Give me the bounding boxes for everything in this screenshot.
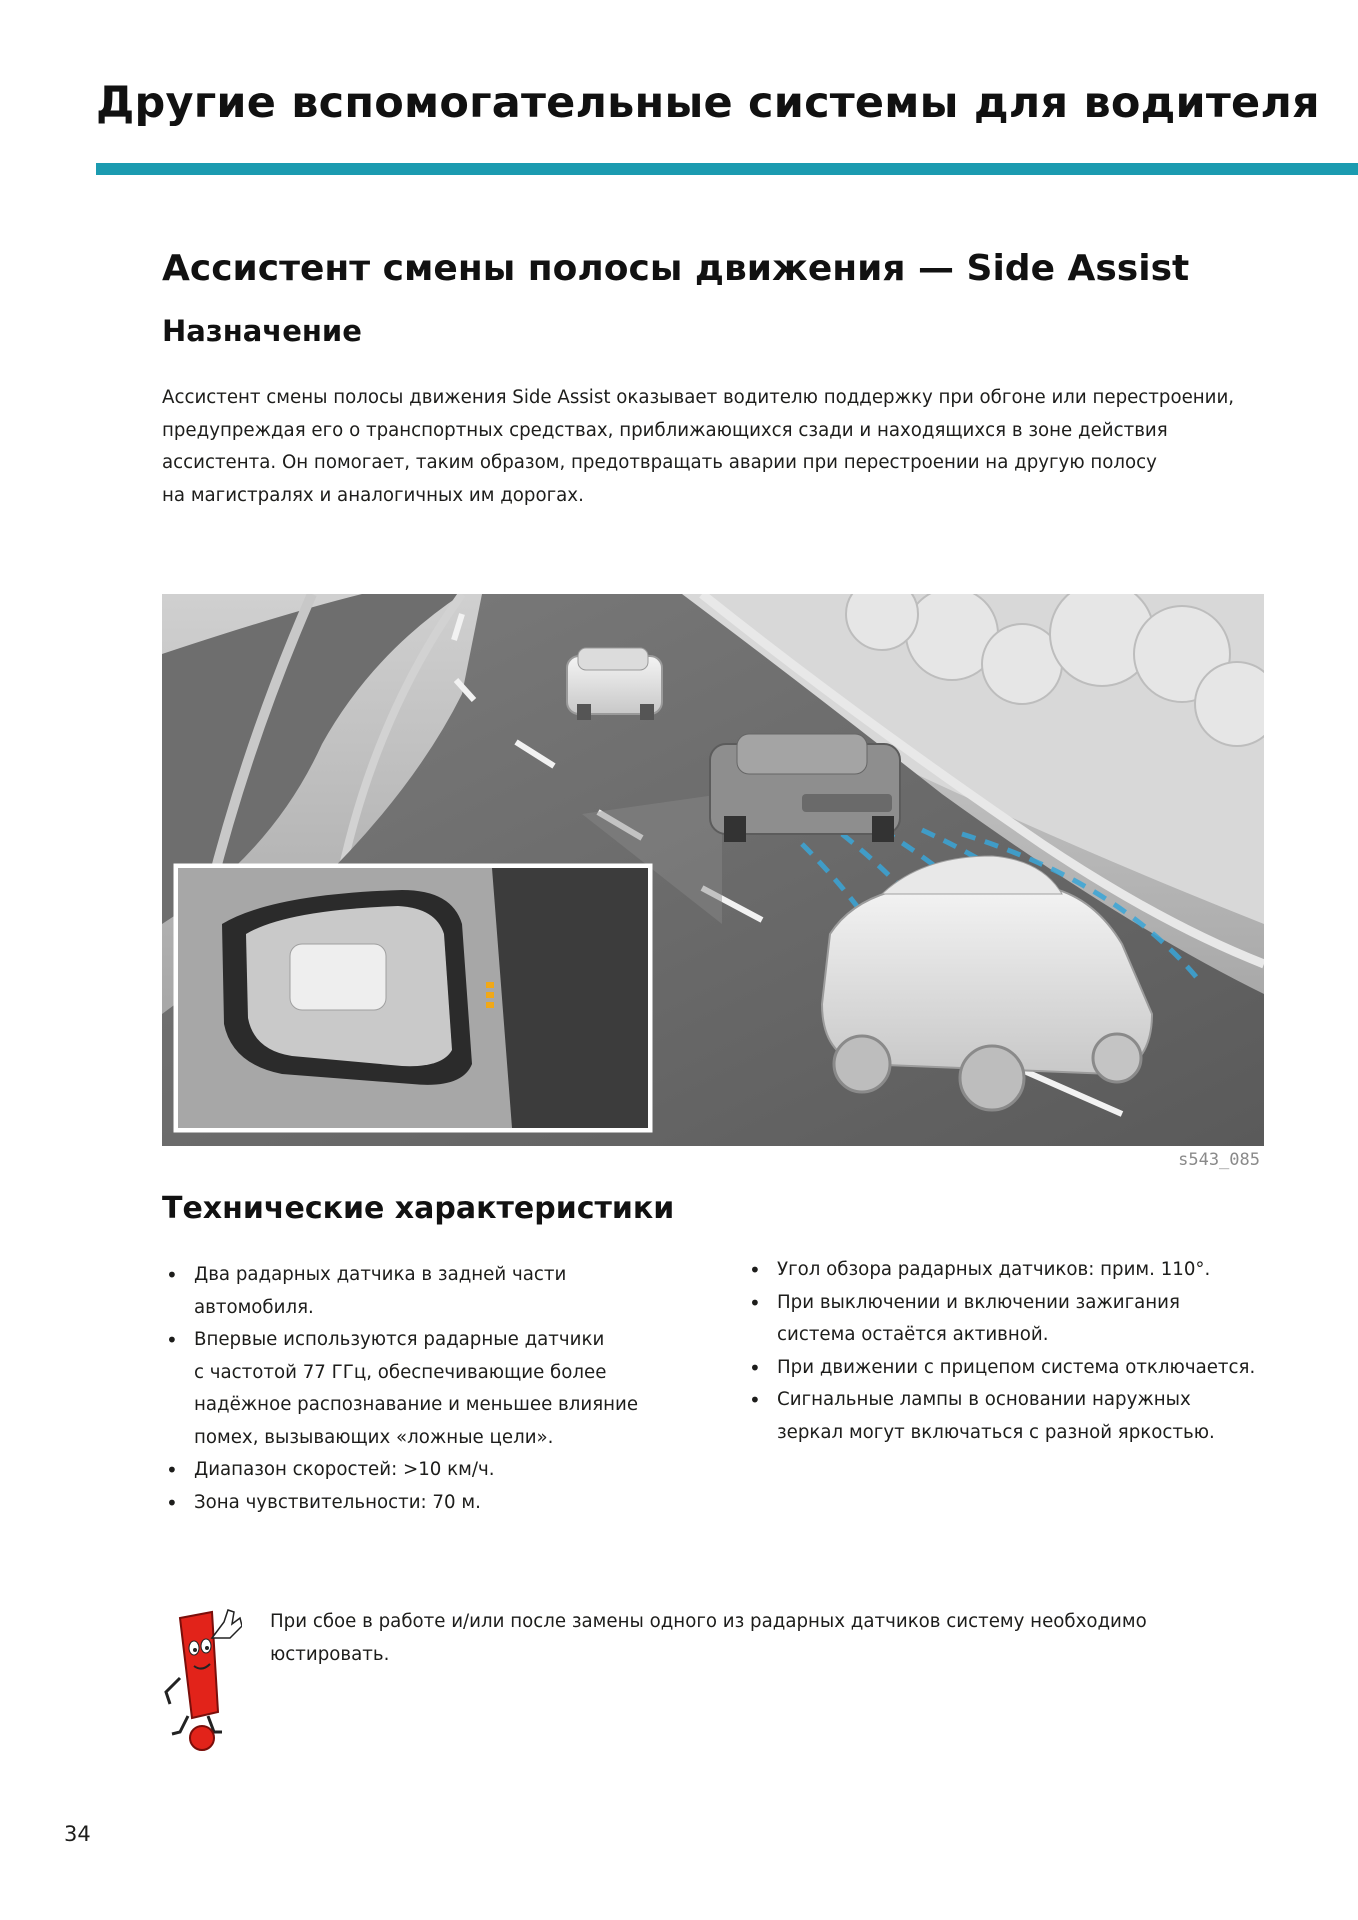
warning-light-icon bbox=[486, 982, 494, 1008]
purpose-line: ассистента. Он помогает, таким образом, предотвращать аварии при перестроении на другую полосу bbox=[162, 452, 1157, 473]
purpose-line: на магистралях и аналогичных им дорогах. bbox=[162, 484, 584, 506]
list-item-line: система остаётся активной. bbox=[777, 1324, 1049, 1345]
list-item-line: надёжное распознавание и меньшее влияние bbox=[194, 1394, 639, 1415]
note-line: юстировать. bbox=[270, 1643, 390, 1665]
list-item bbox=[745, 1384, 1275, 1449]
note-line: При сбое в работе и/или после замены одного из радарных датчиков систему необходимо bbox=[270, 1611, 1147, 1632]
specs-list-left bbox=[162, 1259, 702, 1519]
specs-list-right bbox=[745, 1254, 1275, 1449]
purpose-heading: Назначение bbox=[162, 314, 362, 348]
list-item bbox=[745, 1287, 1275, 1352]
list-item-line: помех, вызывающих «ложные цели». bbox=[194, 1426, 554, 1448]
mirror-reflected-car bbox=[290, 944, 386, 1010]
list-item bbox=[162, 1324, 702, 1454]
list-item bbox=[162, 1487, 702, 1520]
list-item-line: При движении с прицепом система отключается. bbox=[777, 1356, 1256, 1378]
list-item-line: Диапазон скоростей: >10 км/ч. bbox=[194, 1459, 495, 1480]
distant-car bbox=[567, 648, 662, 720]
car-pillar bbox=[492, 868, 648, 1128]
title-rule bbox=[96, 163, 1358, 175]
page-title: Другие вспомогательные системы для водителя bbox=[96, 78, 1320, 128]
section-title: Ассистент смены полосы движения — Side Assist bbox=[162, 248, 1190, 289]
purpose-paragraph bbox=[162, 382, 1252, 512]
list-item-line: При выключении и включении зажигания bbox=[777, 1291, 1180, 1313]
list-item-line: Два радарных датчика в задней части bbox=[194, 1264, 567, 1285]
page-number: 34 bbox=[64, 1822, 91, 1846]
purpose-line: предупреждая его о транспортных средствах, приближающихся сзади и находящихся в зоне действия bbox=[162, 419, 1168, 441]
list-item-line: Впервые используются радарные датчики bbox=[194, 1329, 605, 1350]
note-text bbox=[270, 1606, 1260, 1671]
purpose-line: Ассистент смены полосы движения Side Assist оказывает водителю поддержку при обгоне или перестроении, bbox=[162, 387, 1235, 408]
list-item-line: Угол обзора радарных датчиков: прим. 110°. bbox=[777, 1259, 1211, 1280]
list-item-line: автомобиля. bbox=[194, 1296, 314, 1318]
specs-heading: Технические характеристики bbox=[162, 1191, 675, 1226]
mirror-inset bbox=[176, 866, 650, 1130]
illustration-scene bbox=[162, 594, 1264, 1146]
list-item bbox=[745, 1352, 1275, 1385]
side-assist-illustration bbox=[162, 594, 1264, 1146]
list-item bbox=[162, 1259, 702, 1324]
exclamation-mascot-icon bbox=[158, 1608, 242, 1752]
list-item-line: с частотой 77 ГГц, обеспечивающие более bbox=[194, 1361, 607, 1383]
list-item bbox=[745, 1254, 1275, 1287]
list-item-line: Зона чувствительности: 70 м. bbox=[194, 1491, 481, 1513]
figure-caption: s543_085 bbox=[1178, 1150, 1260, 1170]
list-item-line: зеркал могут включаться с разной яркостью. bbox=[777, 1421, 1215, 1443]
list-item-line: Сигнальные лампы в основании наружных bbox=[777, 1389, 1191, 1410]
sedan-car bbox=[710, 734, 900, 842]
list-item bbox=[162, 1454, 702, 1487]
